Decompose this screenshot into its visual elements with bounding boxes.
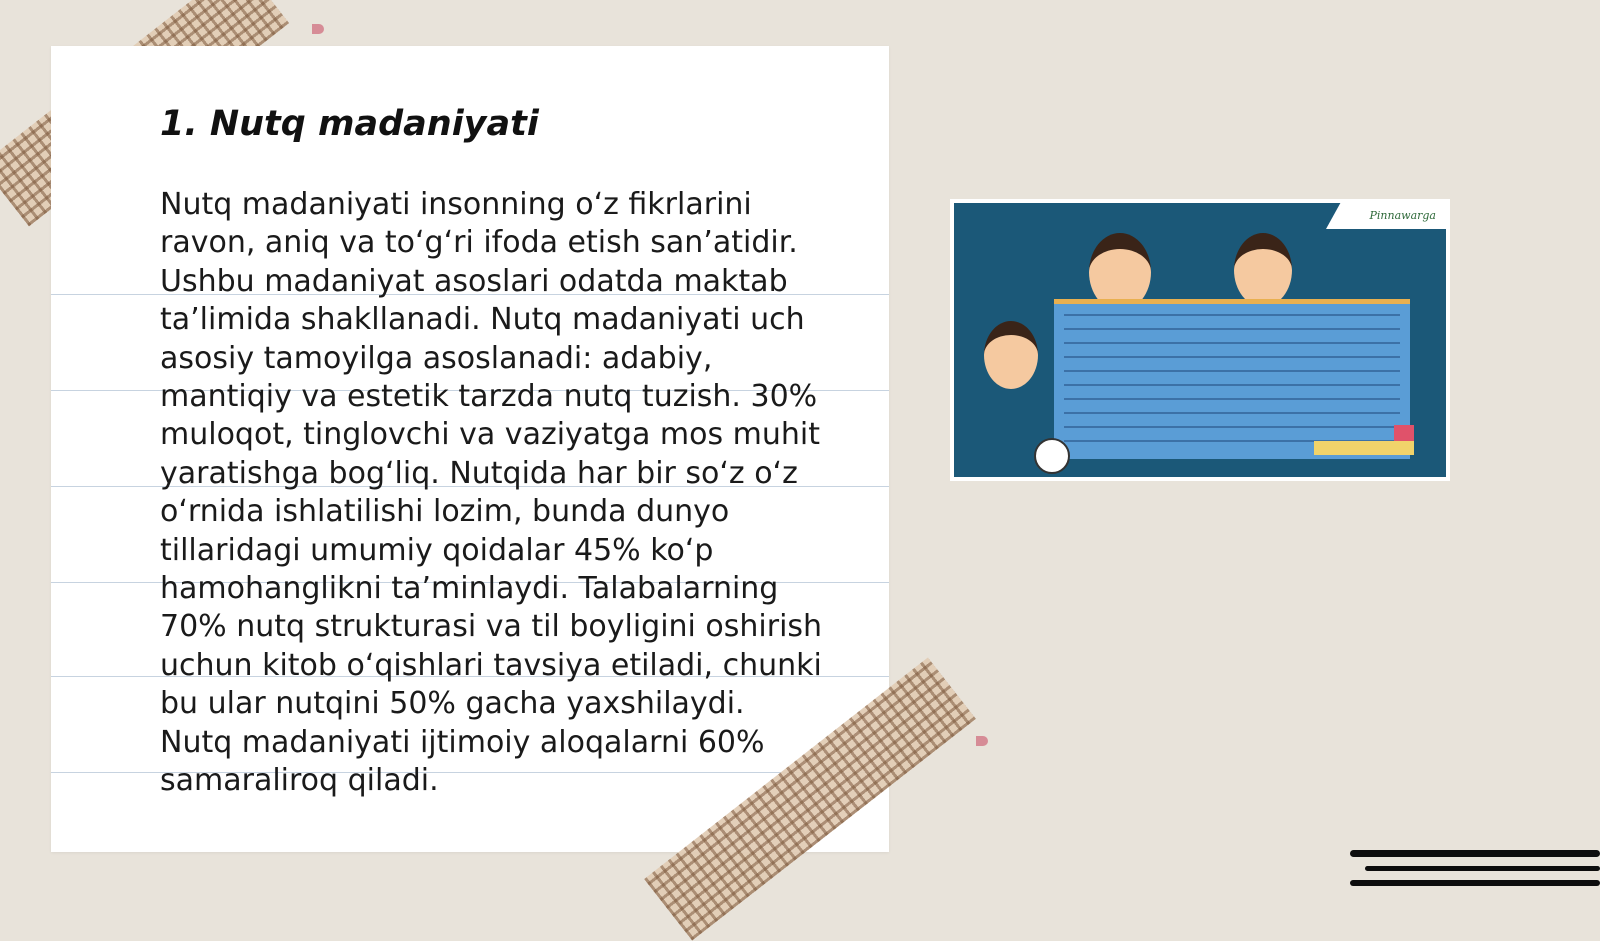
slide-body-text: Nutq madaniyati insonning o‘z fikrlarini ravon, aniq va to‘g‘ri ifoda etish san’atidir. Ushbu madaniyat asoslari odatda maktab ta’limida shakllanadi. Nutq madaniyati uch asosiy tamoyilga asoslanadi: adabiy, mantiqiy va estetik tarzda nutq tuzish. 30% muloqot, tinglovchi va vaziyatga mos muhit yaratishga bog‘liq. Nutqida har bir so‘z o‘z o‘rnida ishlatilishi lozim, bunda dunyo tillaridagi umumiy qoidalar 45% ko‘p hamohanglikni ta’minlaydi. Talabalarning 70% nutq strukturasi va til boyligini oshirish uchun kitob o‘qishlari tavsiya etiladi, chunki bu ular nutqini 50% gacha yaxshilaydi. Nutq madaniyati ijtimoiy aloqalarni 60% samaraliroq qiladi. xyxy=(160,187,823,799)
tape-nib-top xyxy=(312,24,324,34)
publisher-logo: Pinnawarga xyxy=(1369,209,1436,222)
decorative-stroke xyxy=(1350,850,1600,857)
text-board xyxy=(1054,299,1410,459)
tape-nib-bottom xyxy=(976,736,988,746)
slide-title: 1. Nutq madaniyati xyxy=(160,104,539,144)
soccer-ball-icon xyxy=(1034,438,1070,474)
child-figure-icon xyxy=(984,321,1038,389)
illustration-scene xyxy=(954,203,1446,477)
decorative-stroke xyxy=(1350,880,1600,886)
books-icon xyxy=(1394,425,1414,441)
decorative-stroke xyxy=(1365,866,1600,871)
child-figure-icon xyxy=(1234,233,1292,307)
books-icon xyxy=(1314,441,1414,455)
classroom-illustration xyxy=(950,199,1450,481)
